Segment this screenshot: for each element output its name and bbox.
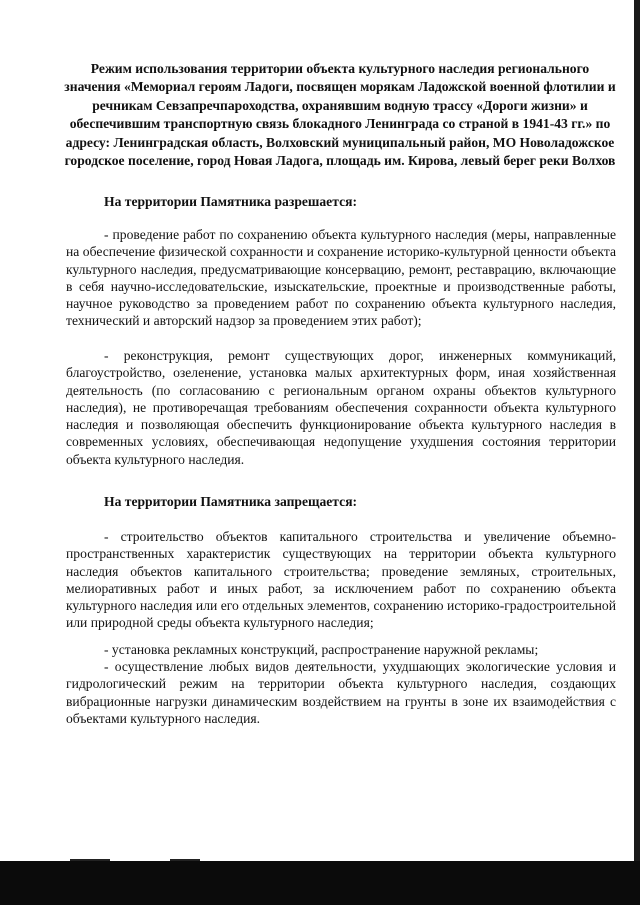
forbidden-item-3: - осуществление любых видов деятельности, ухудшающих экологические условия и гидрологический режим на территории объекта культурного наследия, создающих вибрационные нагрузки динамическим воздействием на грунты в зоне их взаимодействия с объектами культурного наследия. bbox=[66, 659, 616, 726]
allowed-item-2: - реконструкция, ремонт существующих дорог, инженерных коммуникаций, благоустройство, озеленение, установка малых архитектурных форм, иная хозяйственная деятельность (по согласованию с региональным органом охраны объектов культурного наследия), не противоречащая требованиям обеспечения сохранности объекта культурного наследия и позволяющая обеспечить функционирование объекта культурного наследия в современных условиях, обеспечивающая недопущение ухудшения состояния территории объекта культурного наследия. bbox=[66, 348, 616, 467]
document-title: Режим использования территории объекта культурного наследия регионального значения «Мемориал героям Ладоги, посвящен морякам Ладожской военной флотилии и речникам Севзапречпароходства, охранявшим водную трассу «Дороги жизни» и обеспечившим транспортную связь блокадного Ленинграда со страной в 1941-43 гг.» по адресу: Ленинградская область, Волховский муниципальный район, МО Новоладожское городское поселение, город Новая Ладога, площадь им. Кирова, левый берег реки Волхов bbox=[64, 61, 616, 169]
forbidden-heading: На территории Памятника запрещается: bbox=[104, 494, 358, 509]
allowed-item-1: - проведение работ по сохранению объекта культурного наследия (меры, направленные на обеспечение физической сохранности и сохранение историко-культурной ценности объекта культурного наследия, предусматривающие консервацию, ремонт, реставрацию, включающие в себя научно-исследовательские, изыскательские, проектные и производственные работы, научное руководство за проведением работ по сохранению объекта культурного наследия, технический и авторский надзор за проведением этих работ); bbox=[66, 227, 616, 329]
scan-bottom-band bbox=[0, 861, 640, 905]
forbidden-item-1: - строительство объектов капитального строительства и увеличение объемно-пространственных характеристик существующих на территории объекта культурного наследия объектов капитального строительства; проведение земляных, строительных, мелиоративных работ и иных работ, за исключением работ по сохранению объекта культурного наследия или его отдельных элементов, сохранению историко-градостроительной или природной среды объекта культурного наследия; bbox=[66, 529, 616, 631]
forbidden-item-2: - установка рекламных конструкций, распространение наружной рекламы; bbox=[104, 642, 539, 657]
allowed-heading: На территории Памятника разрешается: bbox=[104, 194, 357, 209]
scan-right-edge bbox=[634, 0, 640, 862]
